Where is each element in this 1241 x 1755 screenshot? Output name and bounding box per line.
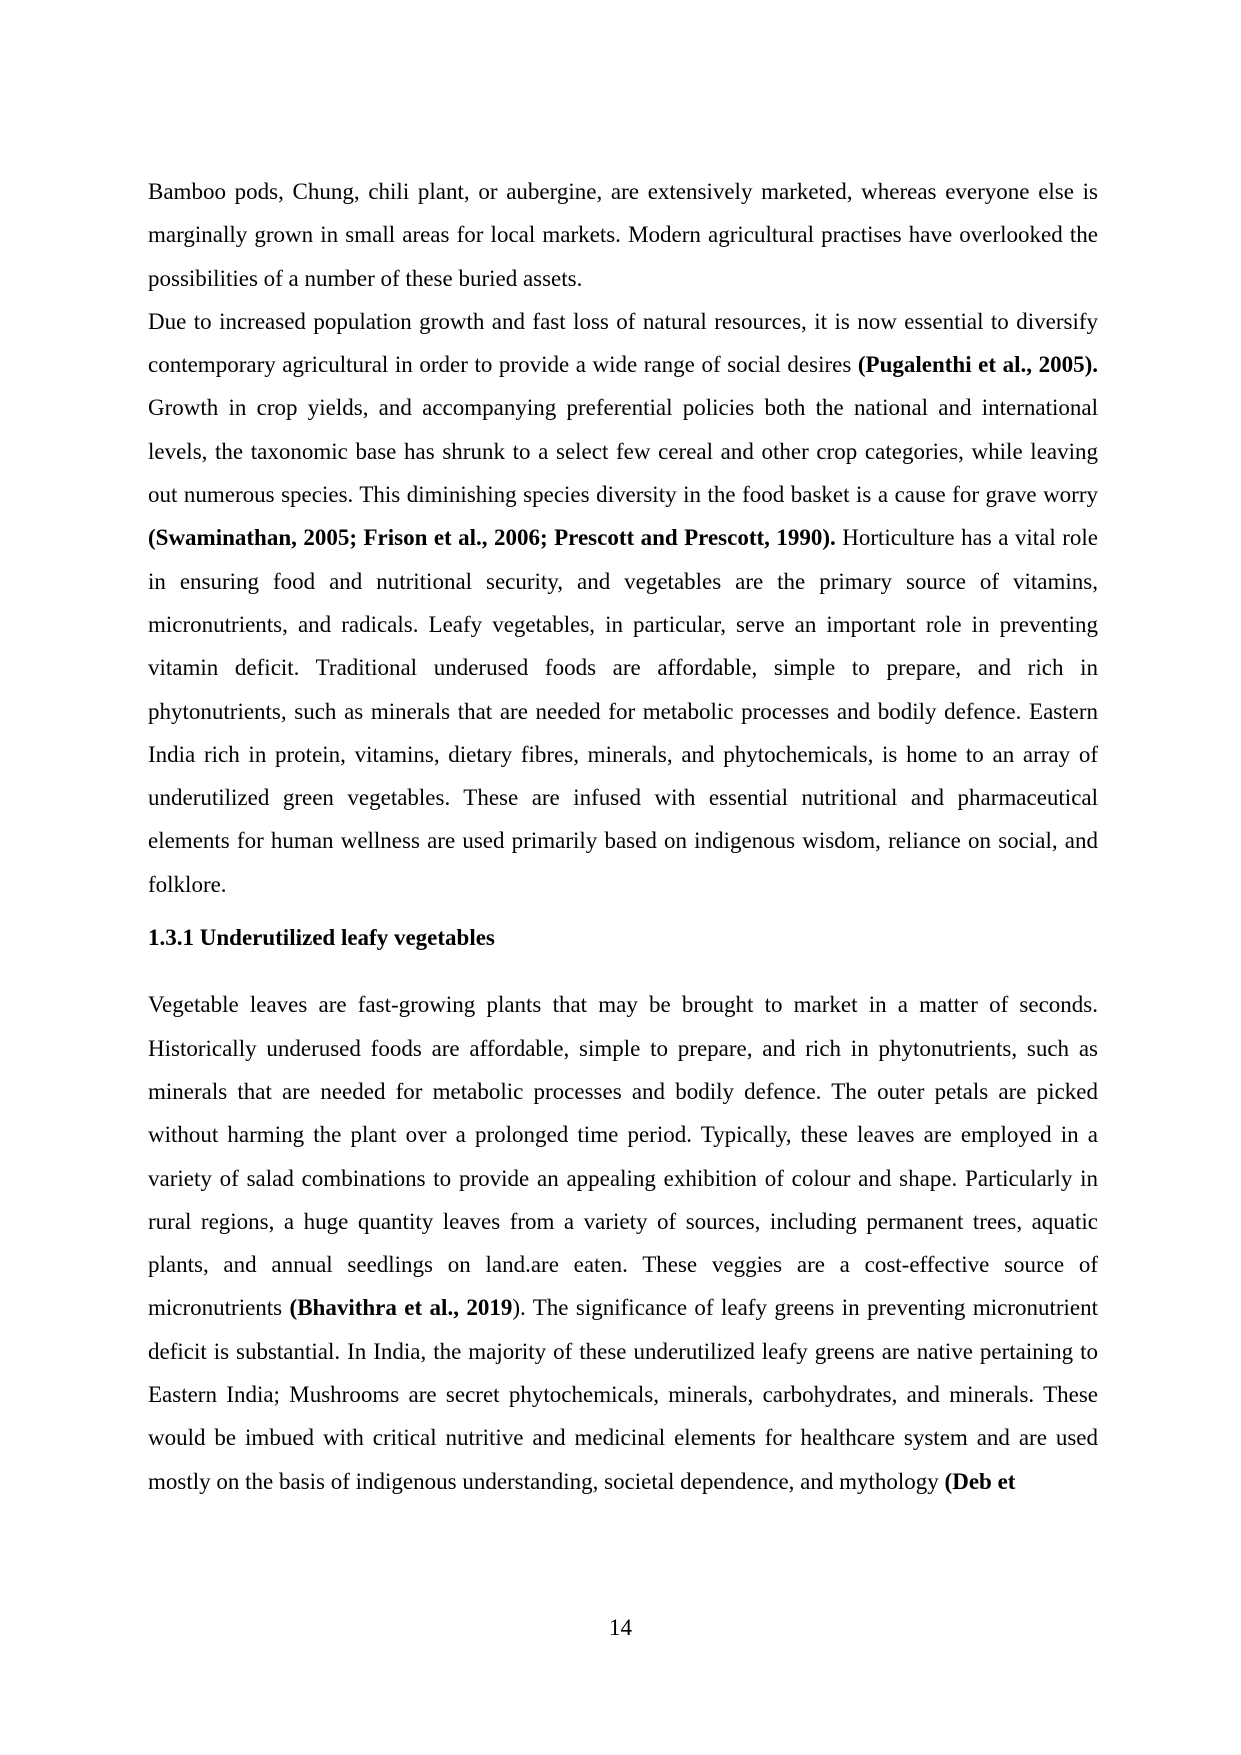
paragraph-text: Due to increased population growth and fast loss of natural resources, it is now essential to diversify contemporary agricultural in order to provide a wide range of social desires — [148, 308, 1098, 378]
paragraph-text: ). The significance of leafy greens in preventing micronutrient deficit is substantial. In India, the majority of these underutilized leafy greens are native pertaining to Eastern India; Mushrooms are secret phytochemicals, minerals, carbohydrates, and minerals. These would be imbued with critical nutritive and medicinal elements for healthcare system and are used mostly on the basis of indigenous understanding, societal dependence, and mythology — [148, 1295, 1099, 1494]
section-paragraphs — [148, 983, 1098, 1503]
paragraph-text: Horticulture has a vital role in ensuring food and nutritional security, and vegetables are the primary source of vitamins, micronutrients, and radicals. Leafy vegetables, in particular, serve an important role in preventing vitamin deficit. Traditional underused foods are affordable, simple to prepare, and rich in phytonutrients, such as minerals that are needed for metabolic processes and bodily defence. Eastern India rich in protein, vitamins, dietary fibres, minerals, and phytochemicals, is home to an array of underutilized green vegetables. These are infused with essential nutritional and pharmaceutical elements for human wellness are used primarily based on indigenous wisdom, reliance on social, and folklore. — [148, 525, 1098, 897]
paragraph-text: Bamboo pods, Chung, chili plant, or aubergine, are extensively marketed, whereas everyone else is marginally grown in small areas for local markets. Modern agricultural practises have overlooked the possibilities of a number of these buried assets. — [148, 179, 1098, 291]
intro-paragraphs — [148, 170, 1098, 906]
page-body — [148, 170, 1098, 1503]
citation-text: (Deb et — [944, 1468, 1016, 1494]
citation-text: (Bhavithra et al., 2019 — [289, 1295, 513, 1321]
paragraph-text: Growth in crop yields, and accompanying preferential policies both the national and international levels, the taxonomic base has shrunk to a select few cereal and other crop categories, while leaving out numerous species. This diminishing species diversity in the food basket is a cause for grave worry — [148, 395, 1098, 508]
body-paragraph — [148, 300, 1098, 906]
section-heading: 1.3.1 Underutilized leafy vegetables — [148, 925, 495, 951]
body-paragraph — [148, 170, 1098, 300]
citation-text: (Pugalenthi et al., 2005). — [857, 352, 1098, 378]
page-number: 14 — [609, 1615, 632, 1640]
citation-text: (Swaminathan, 2005; Frison et al., 2006; Prescott and Prescott, 1990). — [148, 525, 836, 551]
body-paragraph — [148, 983, 1098, 1503]
paragraph-text: Vegetable leaves are fast-growing plants that may be brought to market in a matter of seconds. Historically underused foods are affordable, simple to prepare, and rich in phytonutrients, such as minerals that are needed for metabolic processes and bodily defence. The outer petals are picked without harming the plant over a prolonged time period. Typically, these leaves are employed in a variety of salad combinations to provide an appealing exhibition of colour and shape. Particularly in rural regions, a huge quantity leaves from a variety of sources, including permanent trees, aquatic plants, and annual seedlings on land.are eaten. These veggies are a cost-effective source of micronutrients — [148, 992, 1098, 1321]
